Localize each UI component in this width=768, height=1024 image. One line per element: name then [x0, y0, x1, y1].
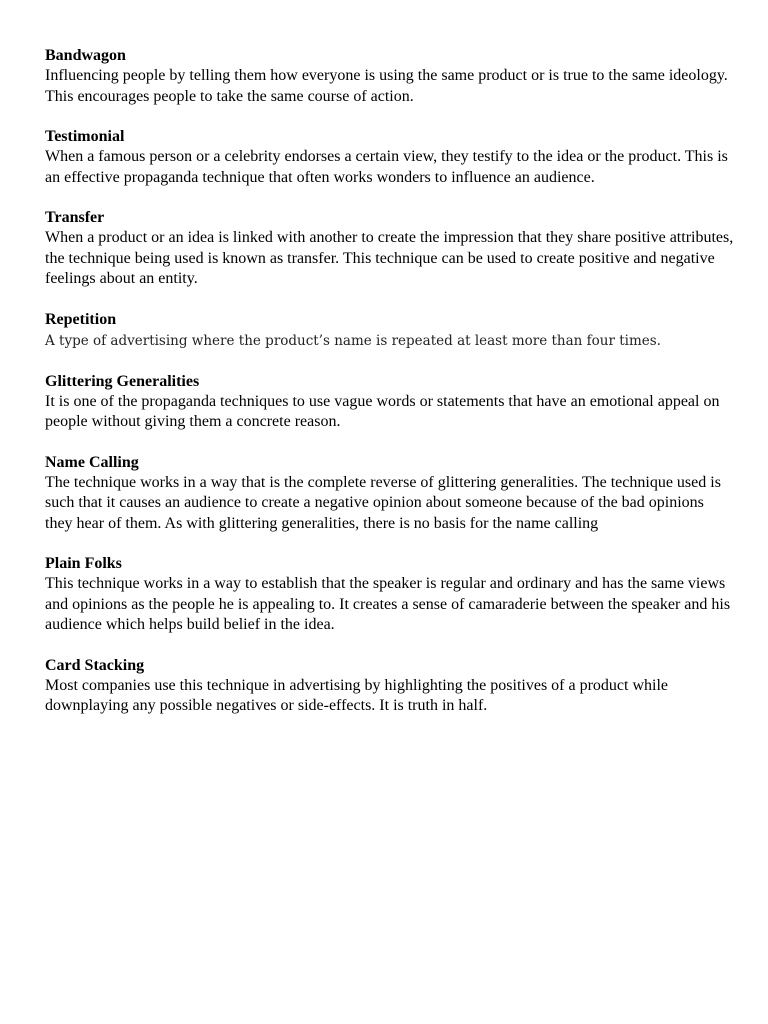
- section-repetition: [45, 310, 735, 352]
- section-text: This technique works in a way to establish that the speaker is regular and ordinary and has the same views and opinions as the people he is appealing to. It creates a sense of camaraderie between the speaker and his audience which helps build belief in the idea.: [45, 575, 731, 633]
- section-testimonial: [45, 127, 735, 188]
- section-heading: Testimonial: [45, 128, 125, 145]
- section-name-calling: [45, 453, 735, 535]
- section-heading: Repetition: [45, 310, 117, 328]
- section-text: When a famous person or a celebrity endorses a certain view, they testify to the idea or the product. This is an effective propaganda technique that often works wonders to influence an audience.: [45, 148, 728, 186]
- section-heading: Transfer: [45, 209, 105, 226]
- section-transfer: [45, 208, 735, 290]
- document-page: [45, 46, 735, 737]
- section-text: When a product or an idea is linked with another to create the impression that they share positive attributes, the technique being used is known as transfer. This technique can be used to create positive and negative feelings about an entity.: [45, 229, 734, 287]
- section-heading: Card Stacking: [45, 656, 145, 674]
- section-text: Most companies use this technique in advertising by highlighting the positives of a product while downplaying any possible negatives or side-effects. It is truth in half.: [45, 676, 669, 714]
- section-text: The technique works in a way that is the complete reverse of glittering generalities. The technique used is such that it causes an audience to create a negative opinion about someone because of the bad opinions they hear of them. As with glittering generalities, there is no basis for the name calling: [45, 473, 721, 532]
- section-heading: Plain Folks: [45, 555, 122, 572]
- section-text: Influencing people by telling them how everyone is using the same product or is true to the same ideology. This encourages people to take the same course of action.: [45, 67, 728, 105]
- section-bandwagon: [45, 46, 735, 107]
- section-heading: Name Calling: [45, 453, 139, 471]
- section-glittering-generalities: [45, 372, 735, 433]
- section-card-stacking: [45, 656, 735, 717]
- section-heading: Bandwagon: [45, 47, 126, 64]
- section-text: It is one of the propaganda techniques to use vague words or statements that have an emotional appeal on people without giving them a concrete reason.: [45, 392, 720, 430]
- section-heading: Glittering Generalities: [45, 372, 200, 390]
- section-text: A type of advertising where the product’s name is repeated at least more than four times.: [45, 332, 661, 349]
- section-plain-folks: [45, 554, 735, 636]
